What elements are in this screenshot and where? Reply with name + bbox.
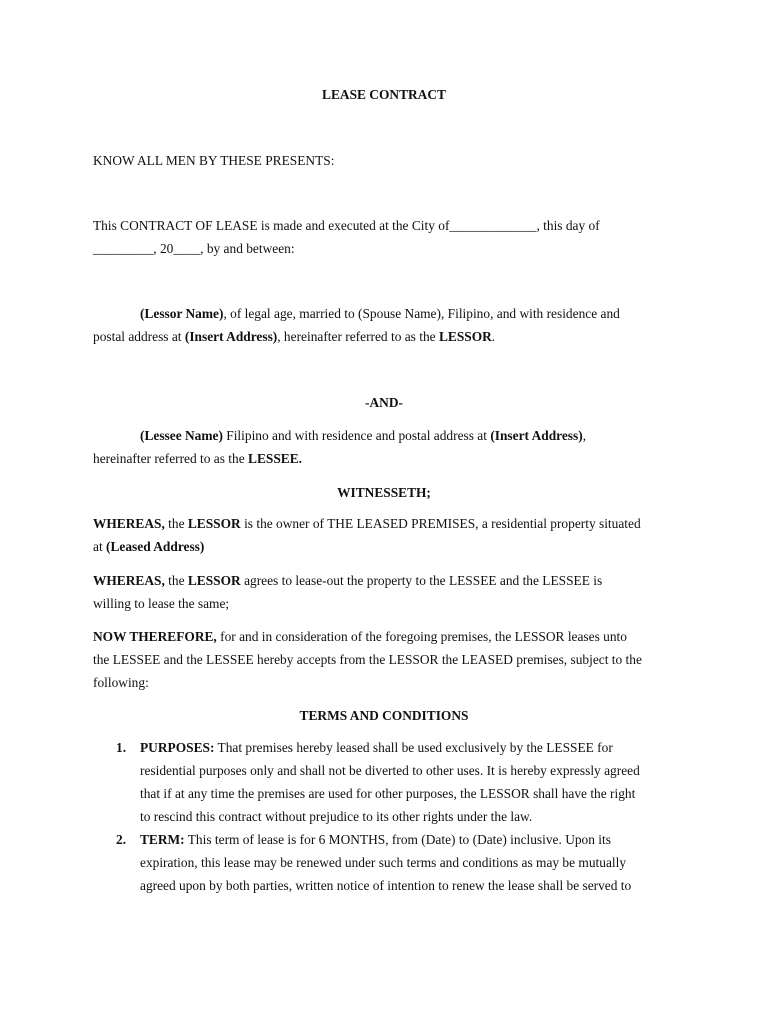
term-line: PURPOSES: That premises hereby leased shall be used exclusively by the LESSEE for (140, 740, 613, 755)
term-line: expiration, this lease may be renewed under such terms and conditions as may be mutually (140, 855, 627, 870)
lessor-address: (Insert Address) (184, 329, 278, 344)
term-line: residential purposes only and shall not be diverted to other uses. It is hereby expressly agreed (140, 763, 640, 778)
term-label: PURPOSES: (140, 740, 215, 755)
terms-heading: TERMS AND CONDITIONS (299, 708, 469, 723)
term-number: 1. (116, 740, 127, 755)
lessee-role: LESSEE. (248, 451, 302, 466)
lessor-name: (Lessor Name) (140, 306, 224, 321)
whereas-line: willing to lease the same; (93, 596, 230, 611)
term-line: to rescind this contract without prejudice to its other rights under the law. (140, 809, 533, 824)
term-line: that if at any time the premises are used for other purposes, the LESSOR shall have the right (140, 786, 636, 801)
whereas-line: WHEREAS, the LESSOR agrees to lease-out the property to the LESSEE and the LESSEE is (93, 573, 603, 588)
term-line: agreed upon by both parties, written notice of intention to renew the lease shall be served to (140, 878, 632, 893)
term-line: TERM: This term of lease is for 6 MONTHS, from (Date) to (Date) inclusive. Upon its (140, 832, 611, 847)
lessor-line: (Lessor Name), of legal age, married to (Spouse Name), Filipino, and with residence and (140, 306, 620, 321)
term-label: TERM: (140, 832, 185, 847)
whereas-line: at (Leased Address) (93, 539, 205, 554)
lessor-role: LESSOR (438, 329, 492, 344)
lessee-name: (Lessee Name) (140, 428, 223, 443)
leased-address: (Leased Address) (106, 539, 205, 554)
now-therefore-line: NOW THEREFORE, for and in consideration of the foregoing premises, the LESSOR leases unto (93, 629, 627, 644)
intro-line: _________, 20____, by and between: (93, 241, 295, 256)
lessee-line: (Lessee Name) Filipino and with residence and postal address at (Insert Address), (140, 428, 587, 443)
witnesseth-heading: WITNESSETH; (337, 485, 431, 500)
intro-line: This CONTRACT OF LEASE is made and executed at the City of_____________, this day of (93, 218, 600, 233)
and-separator: -AND- (365, 395, 403, 410)
whereas-line: WHEREAS, the LESSOR is the owner of THE LEASED PREMISES, a residential property situated (93, 516, 641, 531)
now-therefore-line: the LESSEE and the LESSEE hereby accepts from the LESSOR the LEASED premises, subject to the (93, 652, 642, 667)
lessee-line: hereinafter referred to as the LESSEE. (93, 451, 302, 466)
lessee-address: (Insert Address) (490, 428, 583, 443)
now-therefore-line: following: (93, 675, 149, 690)
lessor-line: postal address at (Insert Address), hereinafter referred to as the LESSOR. (93, 329, 496, 344)
know-all-heading: KNOW ALL MEN BY THESE PRESENTS: (93, 153, 335, 168)
term-number: 2. (116, 832, 127, 847)
document-title: LEASE CONTRACT (322, 87, 446, 102)
